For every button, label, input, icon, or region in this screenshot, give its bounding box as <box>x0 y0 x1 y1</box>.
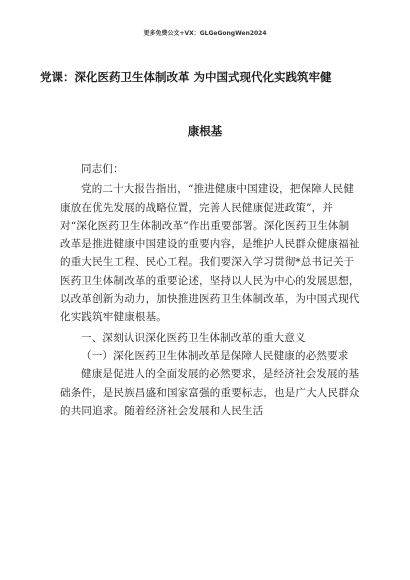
greeting: 同志们： <box>81 163 124 175</box>
section-1-heading: 一、深刻认识深化医药卫生体制改革的重大意义 <box>81 331 306 344</box>
document-title-line-1: 党课：深化医药卫生体制改革 为中国式现代化实践筑牢健 <box>40 70 332 84</box>
paragraph-2: 健康是促进人的全面发展的必然要求，是经济社会发展的基础条件，是民族昌盛和国家富强的重要标志，也是广大人民群众的共同追求。随着经济社会发展和人民生活 <box>60 368 360 417</box>
subsection-1-heading: （一）深化医药卫生体制改革是保障人民健康的必然要求 <box>81 349 349 362</box>
paragraph-1: 党的二十大报告指出，“推进健康中国建设，把保障人民健康放在优先发展的战略位置，完善人民健康促进政策”，并对“深化医药卫生体制改革”作出重要部署。深化医药卫生体制改革是推进健康中国建设的重要内容，是维护人民群众健康福祉的重大民生工程、民心工程。我们要深入学习贯彻*总书记关于医药卫生体制改革的重要论述，坚持以人民为中心的发展思想，以改革创新为动力，加快推进医药卫生体制改革，为中国式现代化实践筑牢健康根基。 <box>60 183 360 324</box>
header-watermark: 更多免费公文+VX：GLGeGongWen2024 <box>143 30 267 37</box>
document-body <box>60 160 360 420</box>
document-title-line-2: 康根基 <box>187 124 223 138</box>
